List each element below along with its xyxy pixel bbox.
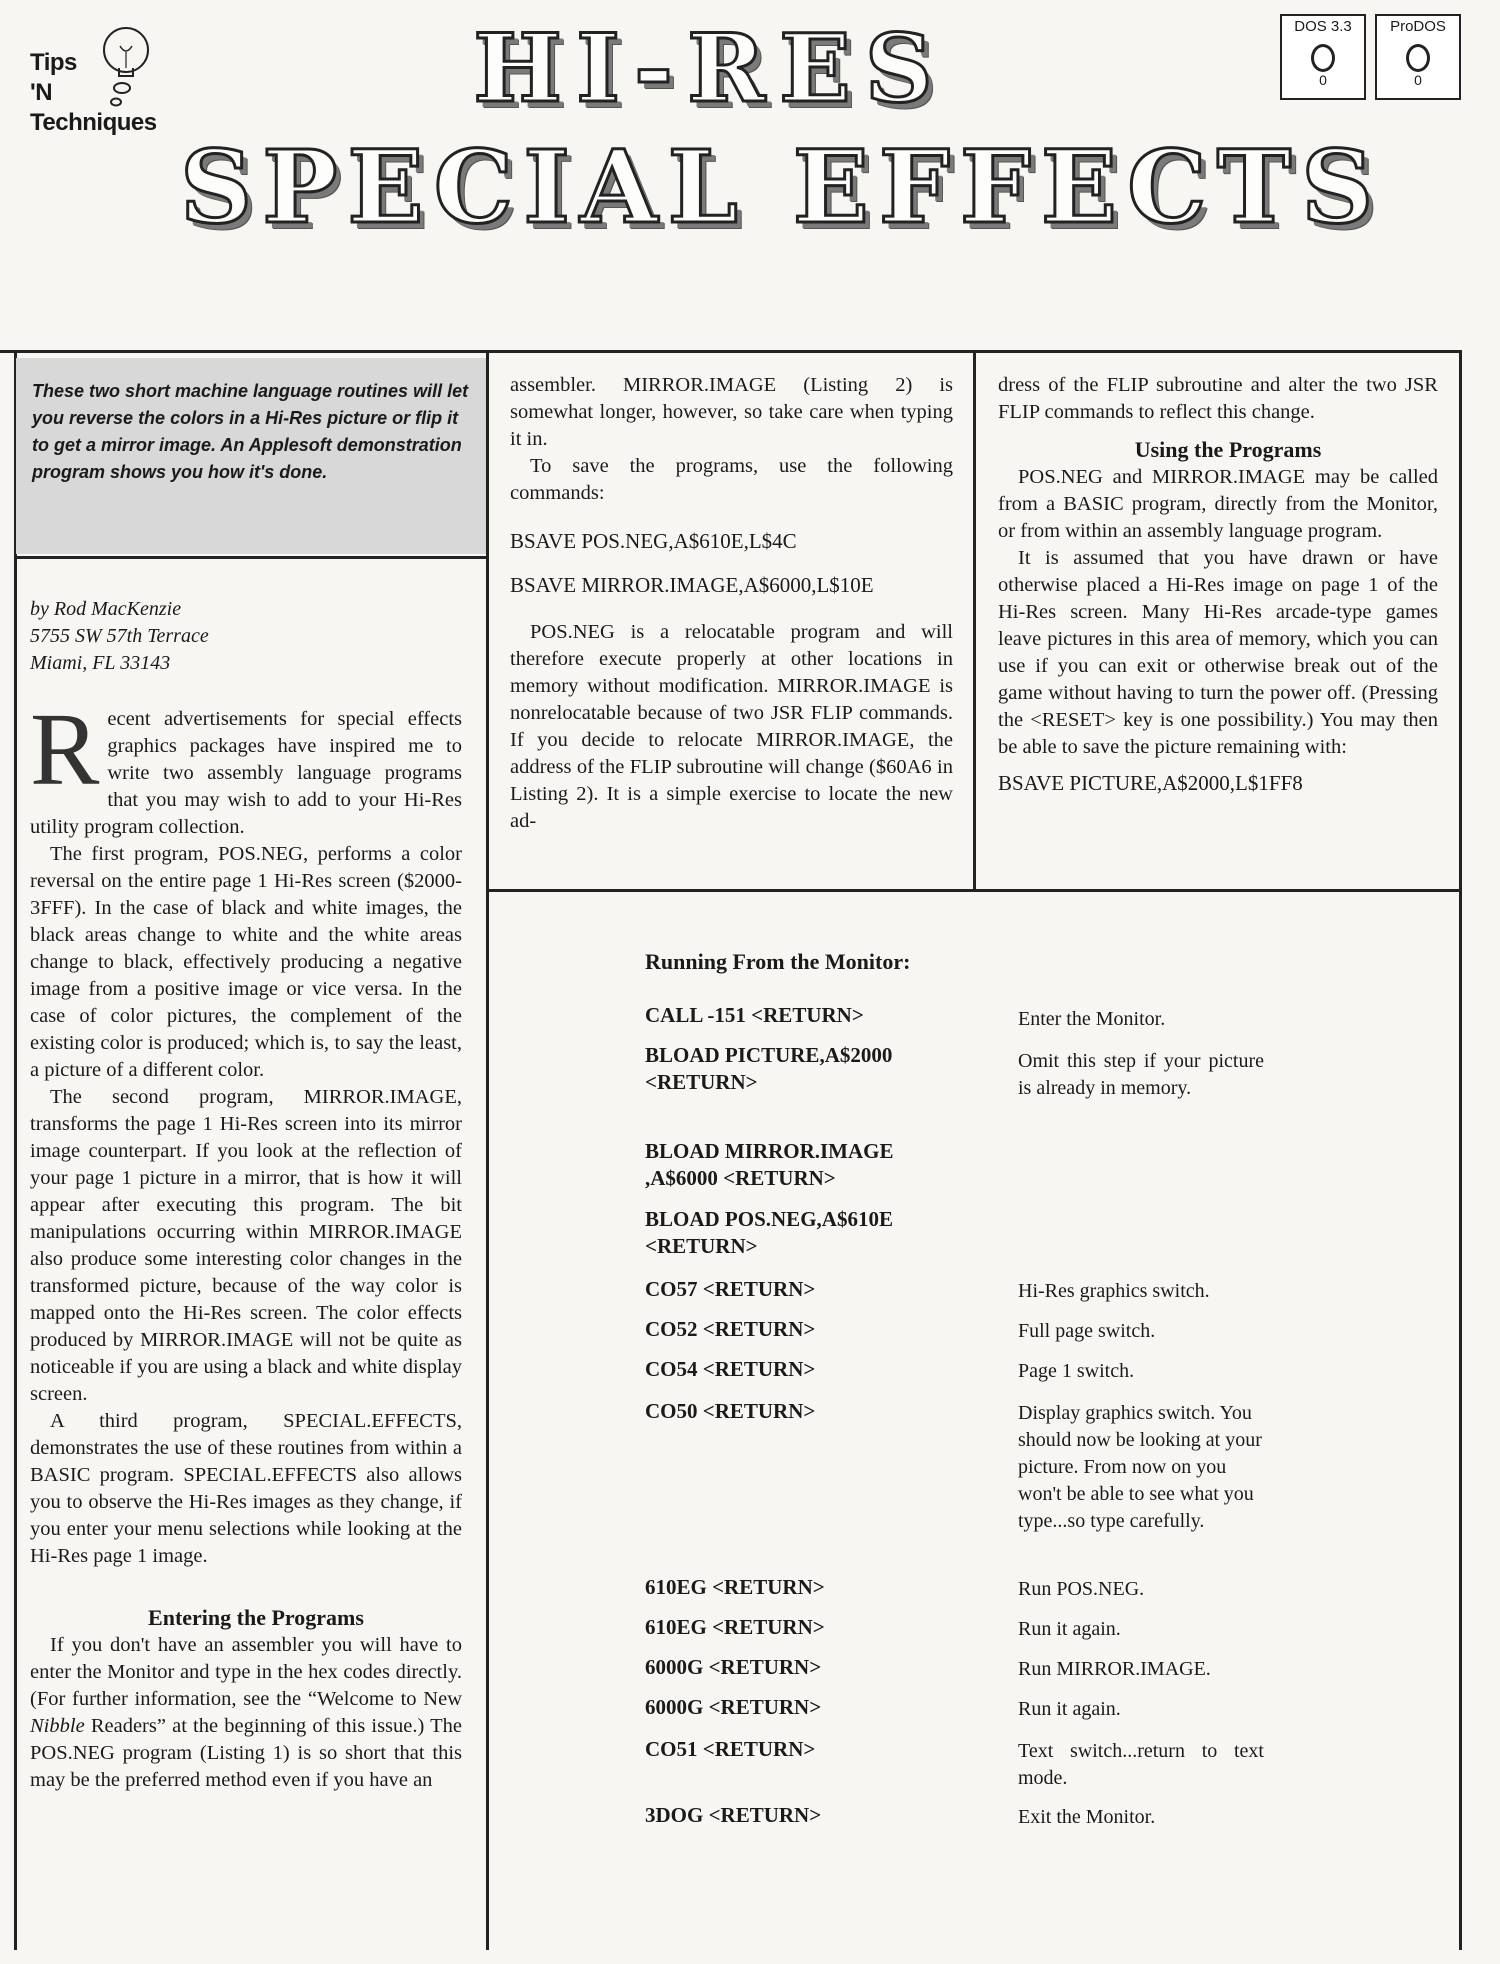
paragraph: Recent advertisements for special effects graphics packages have inspired me to write two assembly language programs that you may wish to add to your Hi-Res utility program collection. [30, 692, 462, 838]
command-row-2: BLOAD PICTURE,A$2000 <RETURN> [645, 1043, 893, 1094]
command-row-13: CO51 <RETURN> [645, 1737, 816, 1761]
top-rule [0, 350, 1462, 353]
note-row-14: Exit the Monitor. [1018, 1806, 1156, 1828]
note-row-5: Hi-Res graphics switch. [1018, 1280, 1210, 1302]
tips-line-2: 'N [30, 79, 53, 106]
disk-ring-icon [1406, 44, 1430, 72]
paragraph: It is assumed that you have drawn or have otherwise placed a Hi-Res image on page 1 of the Hi-Res screen. Many Hi-Res arcade-type games leave pictures in this area of memory, which you can use if you can exit or otherwise break out of the game without having to turn the power off. (Pressing the <RESET> key is one possibility.) You may then be able to save the picture remaining with: [998, 547, 1438, 758]
author-name: by Rod MacKenzie [30, 598, 182, 620]
command-row-14: 3DOG <RETURN> [645, 1803, 822, 1827]
prodos-label: ProDOS [1390, 18, 1446, 35]
command-row-12: 6000G <RETURN> [645, 1695, 822, 1719]
command-row-6: CO52 <RETURN> [645, 1317, 816, 1341]
column-2 [510, 372, 953, 835]
paragraph: POS.NEG is a relocatable program and will therefore execute properly at other locations in memory without modification. MIRROR.IMAGE is nonrelocatable because of two JSR FLIP commands. If you decide to relocate MIRROR.IMAGE, the address of the FLIP subroutine will change ($60A6 in Listing 2). It is a simple exercise to locate the new ad- [510, 621, 953, 832]
command-row-10: 610EG <RETURN> [645, 1615, 825, 1639]
note-row-2: Omit this step if your picture is already in memory. [1018, 1050, 1264, 1099]
tips-line-1: Tips [30, 49, 77, 76]
table-right-rule [1459, 889, 1462, 1950]
right-rule [1459, 350, 1462, 892]
column-3 [998, 372, 1438, 797]
command-row-5: CO57 <RETURN> [645, 1277, 816, 1301]
col-divider-1 [486, 350, 489, 1950]
note-row-1: Enter the Monitor. [1018, 1008, 1166, 1030]
intro-text: These two short machine language routines will let you reverse the colors in a Hi-Res picture or flip it to get a mirror image. An Applesoft demonstration program shows you how it's done. [32, 381, 469, 482]
note-row-6: Full page switch. [1018, 1320, 1156, 1342]
paragraph: To save the programs, use the following commands: [510, 455, 953, 504]
page-title-line-2: SPECIAL EFFECTS [180, 128, 1384, 246]
prodos-box [1375, 14, 1461, 100]
note-row-10: Run it again. [1018, 1618, 1121, 1640]
paragraph: The first program, POS.NEG, performs a color reversal on the entire page 1 Hi-Res screen ($2000-3FFF). In the case of black and white images, the black areas change to white and the white areas change to black, effectively producing a negative image from a positive image or vice versa. In the case of color pictures, the complement of the existing color is produced; which is, to say the least, a picture of a different color. [30, 843, 462, 1081]
note-row-7: Page 1 switch. [1018, 1360, 1135, 1382]
command-row-4: BLOAD POS.NEG,A$610E <RETURN> [645, 1207, 893, 1258]
table-top-rule [486, 889, 1462, 892]
command-row-11: 6000G <RETURN> [645, 1655, 822, 1679]
paragraph: POS.NEG and MIRROR.IMAGE may be called from a BASIC program, directly from the Monitor, or from within an assembly language program. [998, 466, 1438, 542]
command-row-8: CO50 <RETURN> [645, 1399, 816, 1423]
paragraph: If you don't have an assembler you will have to enter the Monitor and type in the hex codes directly. (For further information, see the “Welcome to New Nibble Readers” at the beginning of this issue.) The POS.NEG program (Listing 1) is so short that this may be the preferred method even if you have an [30, 1634, 462, 1791]
lightbulb-icon [92, 22, 160, 110]
paragraph: A third program, SPECIAL.EFFECTS, demonstrates the use of these routines from within a BASIC program. SPECIAL.EFFECTS also allows you to observe the Hi-Res images as they change, if you enter your menu selections while looking at the Hi-Res page 1 image. [30, 1410, 462, 1567]
command-row-9: 610EG <RETURN> [645, 1575, 825, 1599]
intro-box [16, 358, 486, 554]
note-row-12: Run it again. [1018, 1698, 1121, 1720]
column-1 [30, 692, 462, 1794]
command-row-3: BLOAD MIRROR.IMAGE ,A$6000 <RETURN> [645, 1139, 894, 1190]
author-street: 5755 SW 57th Terrace [30, 625, 209, 647]
dos33-value: 0 [1319, 72, 1327, 88]
paragraph: dress of the FLIP subroutine and alter the two JSR FLIP commands to reflect this change. [998, 374, 1438, 423]
note-row-11: Run MIRROR.IMAGE. [1018, 1658, 1211, 1680]
table-heading: Running From the Monitor: [645, 949, 911, 974]
section-heading: Entering the Programs [148, 1605, 364, 1630]
command-row-7: CO54 <RETURN> [645, 1357, 816, 1381]
note-row-13: Text switch...return to text mode. [1018, 1740, 1264, 1789]
note-row-8: Display graphics switch. You should now be looking at your picture. From now on you won't be able to see what you type...so type carefully. [1018, 1402, 1262, 1532]
left-rule [14, 350, 17, 1950]
prodos-value: 0 [1414, 72, 1422, 88]
disk-ring-icon [1311, 44, 1335, 72]
col-divider-2 [973, 350, 976, 892]
byline [30, 596, 450, 677]
author-city: Miami, FL 33143 [30, 652, 171, 674]
tips-line-3: Techniques [30, 109, 157, 136]
drop-cap: R [30, 692, 100, 807]
section-heading: Using the Programs [1134, 437, 1322, 462]
page-title-line-1: HI-RES [473, 14, 947, 124]
command-row-1: CALL -151 <RETURN> [645, 1003, 864, 1027]
intro-rule [16, 556, 486, 559]
note-row-9: Run POS.NEG. [1018, 1578, 1145, 1600]
paragraph: assembler. MIRROR.IMAGE (Listing 2) is somewhat longer, however, so take care when typing it in. [510, 374, 953, 450]
code-line: BSAVE POS.NEG,A$610E,L$4C [510, 529, 797, 553]
dos33-box [1280, 14, 1366, 100]
paragraph: The second program, MIRROR.IMAGE, transforms the page 1 Hi-Res screen into its mirror image counterpart. If you look at the reflection of your page 1 picture in a mirror, that is how it will appear after executing this program. The bit manipulations occurring within MIRROR.IMAGE also produce some interesting color changes in the transformed picture, because of the way color is mapped onto the Hi-Res screen. The color effects produced by MIRROR.IMAGE will not be quite as noticeable if you are using a black and white display screen. [30, 1086, 462, 1405]
code-line: BSAVE PICTURE,A$2000,L$1FF8 [998, 771, 1303, 795]
dos33-label: DOS 3.3 [1294, 18, 1352, 35]
code-line: BSAVE MIRROR.IMAGE,A$6000,L$10E [510, 573, 874, 597]
